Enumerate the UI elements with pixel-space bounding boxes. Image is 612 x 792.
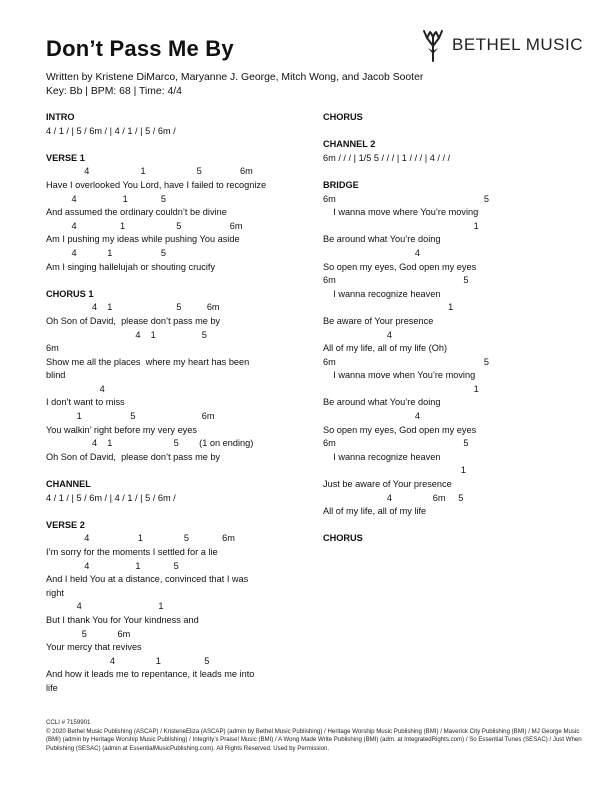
bethel-music-logo: [422, 28, 583, 62]
section-title: CHORUS: [323, 533, 363, 544]
lyric-line: 4 1 5 6m: [46, 166, 253, 177]
lyric-line: 1: [323, 220, 479, 231]
lyric-line: 4 1 5: [46, 247, 166, 258]
song-section: [46, 152, 310, 274]
lyric-line: You walkin’ right before my very eyes: [46, 424, 197, 435]
lyric-line: 4 6m 5: [323, 492, 464, 503]
lyric-line: 6m 5: [323, 356, 489, 367]
lyric-line: right: [46, 587, 64, 598]
ccli-number: CCLI # 7159901: [46, 719, 91, 726]
writers-line: Written by Kristene DiMarco, Maryanne J. George, Mitch Wong, and Jacob Sooter: [46, 72, 424, 83]
song-credits: [46, 71, 423, 99]
lyric-line: 6m / / / | 1/5 5 / / / | 1 / / / | 4 / / /: [323, 152, 451, 163]
lyric-line: life: [46, 682, 58, 693]
lyric-line: 6m 5: [323, 275, 469, 286]
lyric-line: Be around what You’re doing: [323, 234, 441, 245]
song-section: [323, 532, 573, 546]
lyric-line: Oh Son of David, please don’t pass me by: [46, 451, 221, 462]
lyric-line: Be aware of Your presence: [323, 315, 434, 326]
lyric-line: 4: [323, 411, 421, 422]
footer: [46, 719, 586, 753]
lyric-line: 4: [323, 247, 421, 258]
lyric-line: So open my eyes, God open my eyes: [323, 261, 477, 272]
lyric-line: 1: [323, 465, 466, 476]
lyric-line: I wanna move where You’re moving: [323, 207, 479, 218]
lyric-line: 6m 5: [323, 438, 469, 449]
song-section: [323, 111, 573, 125]
song-section: [46, 288, 310, 465]
lyric-line: 6m 5: [323, 193, 489, 204]
lyric-line: 4 1 5: [46, 560, 179, 571]
lyric-line: 4 1 5: [46, 655, 210, 666]
right-column: [323, 111, 573, 560]
lyric-line: I’m sorry for the moments I settled for a lie: [46, 547, 218, 557]
song-section: [46, 478, 310, 505]
song-meta-line: Key: Bb | BPM: 68 | Time: 4/4: [46, 86, 182, 97]
lyric-line: 4: [46, 383, 105, 394]
lyric-line: 4 1 5 6m: [46, 220, 243, 231]
section-title: CHANNEL 2: [323, 139, 376, 150]
lyric-line: So open my eyes, God open my eyes: [323, 424, 477, 435]
lyric-line: Have I overlooked You Lord, have I failed to recognize: [46, 179, 267, 190]
song-section: [323, 138, 573, 165]
lyric-line: I don’t want to miss: [46, 397, 125, 408]
song-section: [46, 111, 310, 138]
section-title: CHORUS 1: [46, 288, 94, 299]
lyric-line: And I held You at a distance, convinced that I was: [46, 574, 249, 585]
lyric-line: All of my life, all of my life: [323, 506, 427, 517]
lyric-line: 4 1 5 6m: [46, 533, 235, 544]
lyric-line: 4: [323, 329, 392, 340]
lyric-line: I wanna recognize heaven: [323, 288, 441, 299]
lyric-line: 4 / 1 / | 5 / 6m / | 4 / 1 / | 5 / 6m /: [46, 125, 176, 136]
lyric-line: 4 1 5: [46, 329, 207, 340]
logo-wordmark: BETHEL MUSIC: [452, 35, 584, 54]
lyric-line: Your mercy that revives: [46, 642, 142, 653]
lyric-line: 4 / 1 / | 5 / 6m / | 4 / 1 / | 5 / 6m /: [46, 492, 176, 503]
lyric-line: Just be aware of Your presence: [323, 479, 452, 490]
section-title: CHANNEL: [46, 479, 91, 490]
lyric-line: Be around what You’re doing: [323, 397, 441, 408]
lyric-line: I wanna move when You’re moving: [323, 370, 476, 381]
lyric-line: 4 1: [46, 601, 164, 612]
lyric-line: Am I singing hallelujah or shouting crucify: [46, 261, 216, 272]
copyright-notice: © 2020 Bethel Music Publishing (ASCAP) / KristeneEliza (ASCAP) (admin by Bethel Music Publishing) / Heritage Worship Music Publishing (BMI) / Maverick City Publishing (BMI) / MJ George Music (BMI) (admin by Heritage Worship Music Publishing) / Integrity’s Praise! Music (BMI) / A Wong Made Write Publishing (BMI) (adm. at IntegratedRights.com) / So Essential Tunes (SESAC) / Just When Publishing (SESAC) (admin at EssentialMusicPublishing.com). All Rights Reserved. Used by Permission.: [46, 727, 582, 752]
lyric-line: Oh Son of David, please don’t pass me by: [46, 315, 221, 326]
song-title: Don’t Pass Me By: [46, 36, 234, 61]
lyric-line: 6m: [46, 343, 59, 354]
section-title: VERSE 2: [46, 519, 85, 530]
lyric-line: 4 1 5 6m: [46, 302, 220, 313]
song-section: [323, 179, 573, 519]
lyric-line: 1: [323, 302, 454, 313]
lyric-line: All of my life, all of my life (Oh): [323, 343, 448, 354]
lyric-line: But I thank You for Your kindness and: [46, 614, 199, 625]
lyric-line: 1: [323, 383, 479, 394]
section-title: BRIDGE: [323, 179, 359, 190]
lyric-line: 4 1 5: [46, 193, 166, 204]
section-title: CHORUS: [323, 112, 363, 122]
lyric-line: And how it leads me to repentance, it leads me into: [46, 669, 255, 680]
section-title: INTRO: [46, 112, 75, 122]
lyric-line: 1 5 6m: [46, 411, 215, 422]
lyric-line: Show me all the places where my heart has been: [46, 356, 250, 367]
lyric-line: 4 1 5 (1 on ending): [46, 438, 254, 449]
lyric-line: blind: [46, 370, 66, 381]
lyric-line: And assumed the ordinary couldn’t be divine: [46, 207, 227, 218]
section-title: VERSE 1: [46, 152, 85, 163]
left-column: [46, 111, 310, 709]
song-section: [46, 519, 310, 696]
lyric-line: 5 6m: [46, 628, 131, 639]
lyric-line: I wanna recognize heaven: [323, 451, 441, 462]
lyric-line: Am I pushing my ideas while pushing You aside: [46, 234, 240, 245]
deer-antler-icon: [422, 28, 444, 62]
